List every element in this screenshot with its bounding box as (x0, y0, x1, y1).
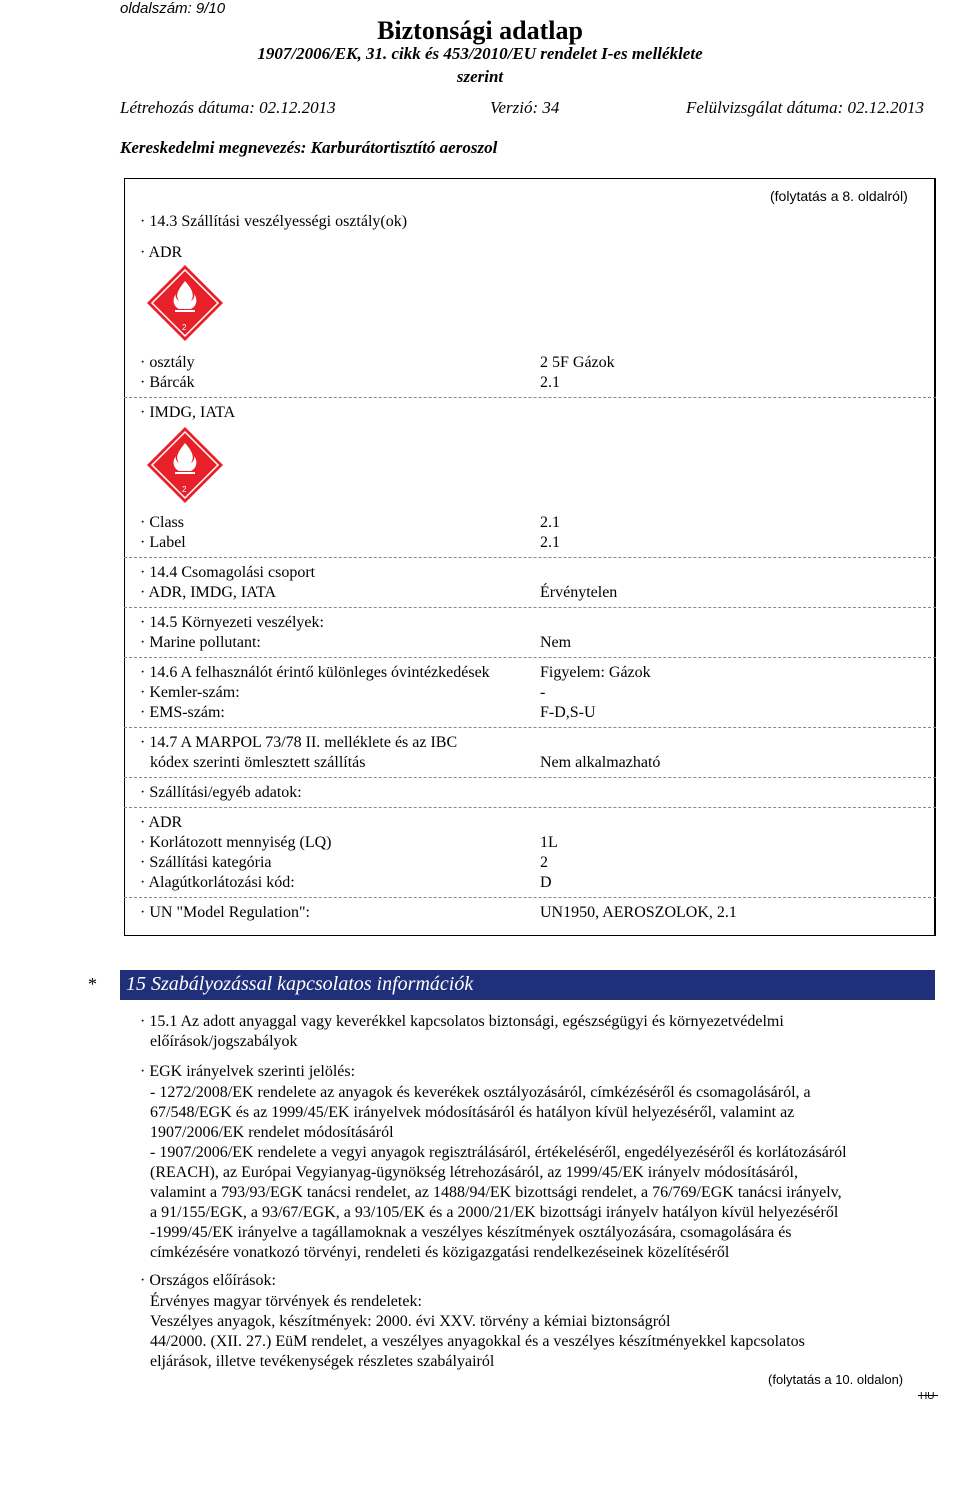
national-line: 44/2000. (XII. 27.) EüM rendelet, a veszélyes anyagokkal és a veszélyes készítményekkel kapcsolatos (150, 1333, 805, 1350)
label-en-label: · Label (140, 534, 186, 551)
class-label: · osztály (140, 354, 195, 371)
marine-pollutant-label: · Marine pollutant: (140, 634, 261, 651)
national-heading: · Országos előírások: (140, 1272, 276, 1289)
labels-value: 2.1 (540, 374, 560, 391)
regulation-subtitle-2: szerint (456, 67, 504, 86)
document-title: Biztonsági adatlap (377, 16, 583, 45)
divider (124, 657, 936, 658)
regulation-subtitle: 1907/2006/EK, 31. cikk és 453/2010/EU rendelet I-es melléklete (257, 44, 703, 63)
egk-line: - 1907/2006/EK rendelete a vegyi anyagok regisztrálásáról, értékeléséről, engedélyezéséről és korlátozásáról (150, 1144, 847, 1161)
adr-label: · ADR (140, 244, 183, 261)
tunnel-code-value: D (540, 874, 552, 891)
divider (124, 777, 936, 778)
diamond-number: 2 (182, 323, 187, 332)
divider (124, 807, 936, 808)
trade-name: Kereskedelmi megnevezés: Karburátortisztító aeroszol (120, 138, 498, 157)
continued-to: (folytatás a 10. oldalon) (768, 1372, 904, 1387)
egk-line: (REACH), az Európai Vegyianyag-ügynökség létrehozásáról, az 1999/45/EK irányelv módosításáról, (150, 1164, 798, 1181)
egk-line: 1907/2006/EK rendelet módosításáról (150, 1124, 394, 1141)
national-line: Veszélyes anyagok, készítmények: 2000. évi XXV. törvény a kémiai biztonságról (150, 1313, 671, 1330)
egk-line: 67/548/EGK és az 1999/45/EK irányelvek módosításáról és hatályon kívül helyezéséről, valamint az (150, 1104, 795, 1121)
s15-1-heading-line2: előírások/jogszabályok (150, 1033, 298, 1050)
divider (124, 727, 936, 728)
lq-value: 1L (540, 834, 558, 851)
creation-date: Létrehozás dátuma: 02.12.2013 (120, 98, 336, 117)
class-en-label: · Class (140, 514, 184, 531)
class-value: 2 5F Gázok (540, 354, 615, 371)
transport-other-heading: · Szállítási/egyéb adatok: (140, 784, 302, 801)
s14-6-value: Figyelem: Gázok (540, 664, 651, 681)
ems-label: · EMS-szám: (140, 704, 225, 721)
national-line: Érvényes magyar törvények és rendeletek: (150, 1293, 422, 1310)
s14-7-value: Nem alkalmazható (540, 754, 661, 771)
egk-line: a 91/155/EGK, a 93/67/EGK, a 93/105/EK és a 2000/21/EK bizottsági irányelv hatályon kívül helyezéséről (150, 1204, 839, 1221)
s14-4-heading: · 14.4 Csomagolási csoport (140, 564, 316, 581)
s14-7-heading-line1: · 14.7 A MARPOL 73/78 II. melléklete és az IBC (140, 734, 458, 751)
page-number: oldalszám: 9/10 (120, 0, 226, 17)
transport-category-value: 2 (540, 854, 548, 871)
lq-label: · Korlátozott mennyiség (LQ) (140, 834, 332, 851)
change-asterisk: * (88, 974, 97, 994)
egk-paragraph (150, 1083, 847, 1263)
divider (124, 397, 936, 398)
section-15-title: 15 Szabályozással kapcsolatos információk (126, 973, 474, 995)
un-model-value: UN1950, AEROSZOLOK, 2.1 (540, 904, 737, 921)
section-15-header (120, 970, 935, 1000)
flame-hazard-diamond-icon (145, 425, 225, 505)
national-paragraph (150, 1292, 805, 1372)
egk-line: - 1272/2008/EK rendelete az anyagok és keverékek osztályozásáról, címkézéséről és csomagolásáról, a (150, 1084, 811, 1101)
labels-label: · Bárcák (140, 374, 195, 391)
s14-5-heading: · 14.5 Környezeti veszélyek: (140, 614, 324, 631)
revision-date: Felülvizsgálat dátuma: 02.12.2013 (686, 98, 924, 117)
label-en-value: 2.1 (540, 534, 560, 551)
national-line: eljárások, illetve tevékenységek részletes szabályairól (150, 1353, 495, 1370)
transport-category-label: · Szállítási kategória (140, 854, 272, 871)
ems-value: F-D,S-U (540, 704, 596, 721)
egk-line: valamint a 793/93/EGK tanácsi rendelet, az 1488/94/EK bizottsági rendelet, a 76/769/EGK tanácsi irányelv, (150, 1184, 842, 1201)
un-model-label: · UN "Model Regulation": (140, 904, 310, 921)
kemler-value: - (540, 684, 546, 701)
s14-4-sub-label: · ADR, IMDG, IATA (140, 584, 277, 601)
version: Verzió: 34 (490, 98, 560, 117)
egk-heading: · EGK irányelvek szerinti jelölés: (140, 1063, 356, 1080)
flame-hazard-diamond-icon (145, 263, 225, 343)
imdg-iata-label: · IMDG, IATA (140, 404, 236, 421)
s14-3-heading: · 14.3 Szállítási veszélyességi osztály(ok) (140, 213, 408, 230)
egk-line: címkézésére vonatkozó törvényi, rendeleti és közigazgatási rendelkezéseinek közelítéséről (150, 1244, 730, 1261)
divider (124, 607, 936, 608)
divider (124, 557, 936, 558)
egk-line: -1999/45/EK irányelve a tagállamoknak a veszélyes készítmények osztályozására, csomagolására és (150, 1224, 792, 1241)
continued-from: (folytatás a 8. oldalról) (770, 188, 908, 204)
s14-7-heading-line2: kódex szerinti ömlesztett szállítás (150, 754, 366, 771)
kemler-label: · Kemler-szám: (140, 684, 240, 701)
diamond-number: 2 (182, 485, 187, 494)
marine-pollutant-value: Nem (540, 634, 572, 651)
divider (124, 897, 936, 898)
s14-6-heading: · 14.6 A felhasználót érintő különleges óvintézkedések (140, 664, 490, 681)
class-en-value: 2.1 (540, 514, 560, 531)
adr-label-2: · ADR (140, 814, 183, 831)
tunnel-code-label: · Alagútkorlátozási kód: (140, 874, 295, 891)
s14-4-sub-value: Érvénytelen (540, 584, 618, 601)
language-code: HU (920, 1391, 935, 1402)
s15-1-heading-line1: · 15.1 Az adott anyaggal vagy keverékkel kapcsolatos biztonsági, egészségügyi és környezetvédelmi (140, 1013, 784, 1030)
